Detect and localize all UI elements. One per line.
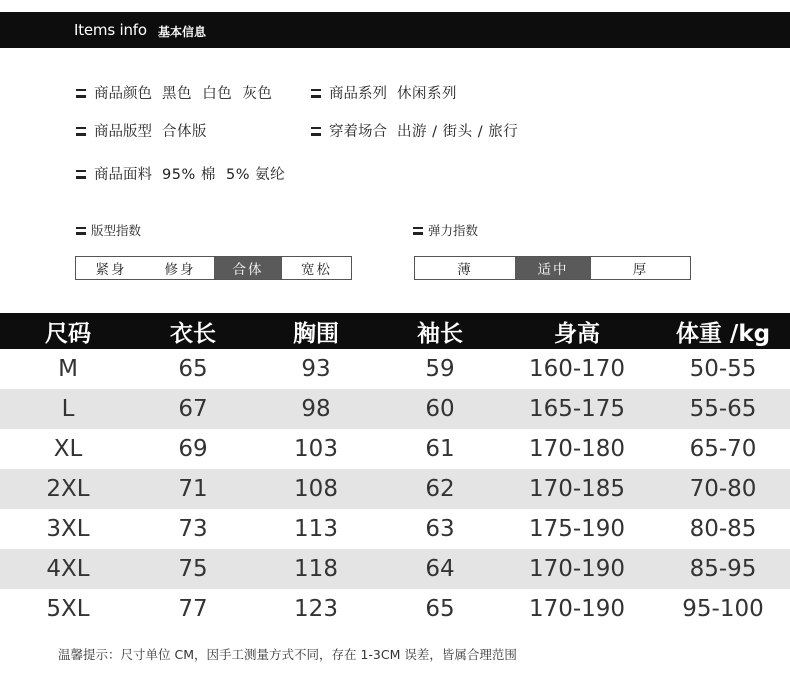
cell-weight: 50-55 <box>689 356 757 382</box>
header-size: 尺码 <box>0 313 136 349</box>
info-fit <box>76 120 207 141</box>
info-value: 95% 棉 5% 氨纶 <box>162 167 286 183</box>
info-label: 商品系列 <box>329 86 387 102</box>
cell-chest: 93 <box>301 356 331 382</box>
table-row <box>0 349 790 389</box>
cell-size: L <box>0 389 136 429</box>
cell-height: 175-190 <box>528 516 626 542</box>
cell-height: 170-190 <box>498 549 656 589</box>
cell-chest: 118 <box>250 549 382 589</box>
cell-weight: 85-95 <box>656 549 790 589</box>
cell-weight: 95-100 <box>682 596 764 622</box>
equals-icon <box>311 89 321 98</box>
cell-length: 65 <box>178 356 208 382</box>
cell-chest: 123 <box>294 596 338 622</box>
table-row <box>0 549 790 589</box>
cell-size: XL <box>53 436 83 462</box>
cell-chest: 103 <box>294 436 338 462</box>
header-bar <box>0 12 790 48</box>
cell-length: 67 <box>136 389 250 429</box>
fit-option-tight: 紧身 <box>95 262 127 278</box>
cell-sleeve: 63 <box>425 516 455 542</box>
fit-index-title-text: 版型指数 <box>91 223 142 238</box>
cell-length: 75 <box>136 549 250 589</box>
cell-chest: 98 <box>250 389 382 429</box>
info-label: 穿着场合 <box>329 124 387 140</box>
cell-length: 71 <box>136 469 250 509</box>
info-value: 合体版 <box>162 124 207 140</box>
header-title-en: Items info <box>74 21 147 39</box>
cell-sleeve: 59 <box>425 356 455 382</box>
cell-weight: 80-85 <box>689 516 757 542</box>
fit-option-regular: 合体 <box>214 257 282 279</box>
cell-length: 73 <box>178 516 208 542</box>
info-fabric <box>76 163 285 184</box>
equals-icon <box>311 127 321 136</box>
cell-length: 69 <box>178 436 208 462</box>
equals-icon <box>76 227 85 235</box>
header-sleeve: 袖长 <box>382 313 498 349</box>
cell-height: 160-170 <box>528 356 626 382</box>
cell-chest: 108 <box>250 469 382 509</box>
elastic-option-medium: 适中 <box>515 257 591 279</box>
info-value: 出游 / 街头 / 旅行 <box>397 124 519 140</box>
fit-option-slim: 修身 <box>164 262 196 278</box>
cell-length: 77 <box>178 596 208 622</box>
equals-icon <box>76 89 86 98</box>
info-value: 休闲系列 <box>397 86 457 102</box>
elastic-option-thick: 厚 <box>632 262 649 278</box>
info-color <box>76 82 272 103</box>
cell-height: 170-190 <box>528 596 626 622</box>
info-label: 商品颜色 <box>94 86 152 102</box>
info-series <box>311 82 457 103</box>
cell-chest: 113 <box>294 516 338 542</box>
equals-icon <box>76 127 86 136</box>
fit-index-scale <box>75 256 352 280</box>
cell-size: 2XL <box>0 469 136 509</box>
elastic-option-thin: 薄 <box>457 262 473 278</box>
cell-size: 3XL <box>46 516 90 542</box>
elastic-index-title <box>413 221 478 239</box>
equals-icon <box>413 227 422 235</box>
cell-height: 170-185 <box>498 469 656 509</box>
table-row <box>0 389 790 429</box>
table-header-row <box>0 313 790 349</box>
cell-sleeve: 60 <box>382 389 498 429</box>
size-table <box>0 313 790 629</box>
info-occasion <box>311 120 518 141</box>
cell-height: 170-180 <box>528 436 626 462</box>
cell-size: M <box>58 356 78 382</box>
info-label: 商品版型 <box>94 124 152 140</box>
table-row <box>0 469 790 509</box>
equals-icon <box>76 170 86 179</box>
header-weight: 体重 /kg <box>656 313 790 349</box>
table-row <box>0 589 790 629</box>
cell-weight: 55-65 <box>656 389 790 429</box>
fit-index-title <box>76 221 141 239</box>
fit-option-loose: 宽松 <box>301 262 332 278</box>
header-height: 身高 <box>498 313 656 349</box>
cell-sleeve: 65 <box>425 596 455 622</box>
header-chest: 胸围 <box>250 313 382 349</box>
cell-height: 165-175 <box>498 389 656 429</box>
cell-sleeve: 62 <box>382 469 498 509</box>
table-row <box>0 509 790 549</box>
table-row <box>0 429 790 469</box>
header-title-cn: 基本信息 <box>158 25 207 39</box>
info-value: 黑色 白色 灰色 <box>162 86 273 102</box>
elastic-index-title-text: 弹力指数 <box>428 223 479 238</box>
info-label: 商品面料 <box>94 167 152 183</box>
cell-weight: 70-80 <box>656 469 790 509</box>
cell-sleeve: 61 <box>425 436 455 462</box>
cell-sleeve: 64 <box>382 549 498 589</box>
cell-size: 4XL <box>0 549 136 589</box>
header-length: 衣长 <box>136 313 250 349</box>
elastic-index-scale <box>414 256 691 280</box>
cell-weight: 65-70 <box>689 436 757 462</box>
cell-size: 5XL <box>46 596 90 622</box>
footnote: 温馨提示：尺寸单位 CM，因手工测量方式不同，存在 1-3CM 误差，皆属合理范围 <box>58 647 517 662</box>
